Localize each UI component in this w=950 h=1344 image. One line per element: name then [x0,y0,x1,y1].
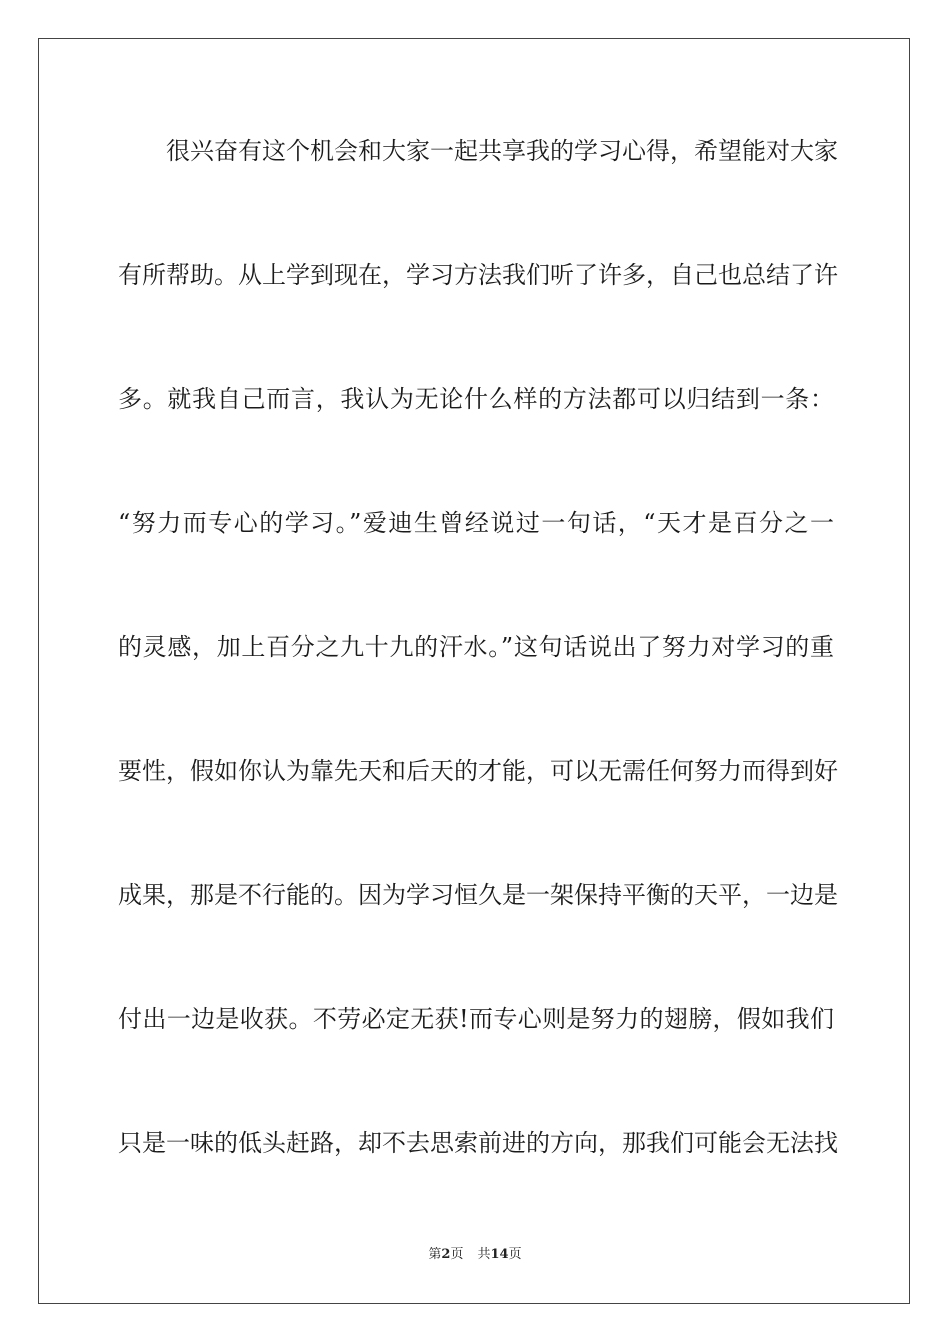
total-pages: 14 [490,1247,509,1262]
text-line: 成果，那是不行能的。因为学习恒久是一架保持平衡的天平，一边是 [118,881,838,909]
text-line: 的灵感，加上百分之九十九的汗水。”这句话说出了努力对学习的重 [118,633,834,661]
total-suffix: 页 [508,1247,522,1262]
text-line: 只是一味的低头赶路，却不去思索前进的方向，那我们可能会无法找 [118,1129,838,1157]
total-prefix: 共 [477,1247,491,1262]
text-line: 付出一边是收获。不劳必定无获!而专心则是努力的翅膀，假如我们 [118,1005,834,1033]
page-border [38,38,910,1304]
text-line: “努力而专心的学习。”爱迪生曾经说过一句话，“天才是百分之一 [118,509,834,537]
text-line: 要性，假如你认为靠先天和后天的才能，可以无需任何努力而得到好 [118,757,838,785]
text-line: 多。就我自己而言，我认为无论什么样的方法都可以归结到一条： [118,385,834,413]
page-number: 2 [441,1247,451,1262]
text-line: 有所帮助。从上学到现在，学习方法我们听了许多，自己也总结了许 [118,261,838,289]
text-line: 很兴奋有这个机会和大家一起共享我的学习心得，希望能对大家 [166,137,838,165]
page-prefix: 第 [428,1247,442,1262]
page-footer [0,1246,950,1264]
page-suffix: 页 [450,1247,464,1262]
